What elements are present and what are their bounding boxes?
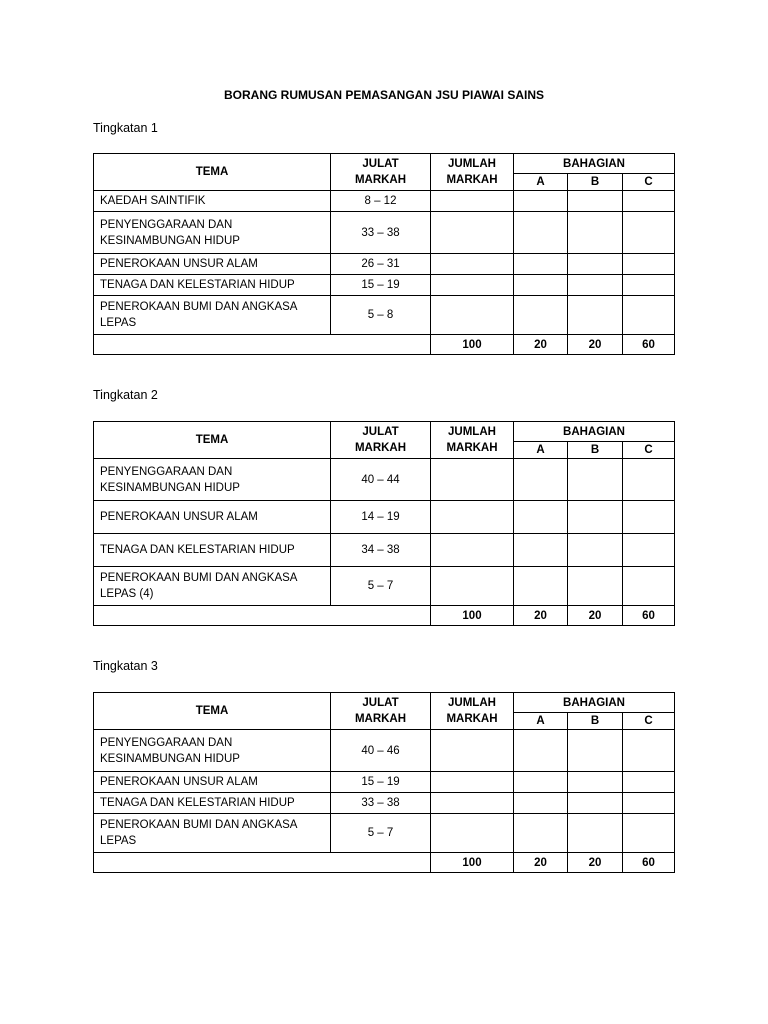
table-row [94,296,675,335]
cell-c[interactable] [623,191,675,212]
header-julat-markah: JULAT MARKAH [331,154,431,191]
cell-julat: 5 – 8 [331,296,431,335]
section-label-tingkatan-3: Tingkatan 3 [93,659,158,673]
cell-jumlah[interactable] [431,275,514,296]
total-b: 20 [568,606,623,626]
cell-tema: PENEROKAAN BUMI DAN ANGKASA LEPAS [94,296,331,335]
total-c: 60 [623,853,675,873]
header-bahagian: BAHAGIAN [514,154,675,174]
table-row [94,772,675,793]
cell-julat: 8 – 12 [331,191,431,212]
cell-a[interactable] [514,191,568,212]
cell-julat: 26 – 31 [331,254,431,275]
header-jumlah-markah: JUMLAH MARKAH [431,693,514,730]
header-julat-markah: JULAT MARKAH [331,693,431,730]
cell-c[interactable] [623,814,675,853]
cell-tema: TENAGA DAN KELESTARIAN HIDUP [94,793,331,814]
cell-c[interactable] [623,254,675,275]
cell-jumlah[interactable] [431,296,514,335]
table-row [94,275,675,296]
total-a: 20 [514,335,568,355]
cell-a[interactable] [514,567,568,606]
cell-jumlah[interactable] [431,254,514,275]
cell-tema: PENEROKAAN BUMI DAN ANGKASA LEPAS [94,814,331,853]
total-row [94,335,675,355]
total-label-cell [94,335,431,355]
cell-b[interactable] [568,793,623,814]
cell-b[interactable] [568,459,623,501]
total-c: 60 [623,606,675,626]
cell-b[interactable] [568,212,623,254]
cell-b[interactable] [568,296,623,335]
table-row [94,459,675,501]
cell-julat: 15 – 19 [331,275,431,296]
cell-jumlah[interactable] [431,730,514,772]
cell-b[interactable] [568,254,623,275]
total-b: 20 [568,853,623,873]
cell-b[interactable] [568,814,623,853]
header-tema: TEMA [94,422,331,459]
cell-julat: 5 – 7 [331,814,431,853]
header-b: B [568,713,623,730]
cell-julat: 40 – 46 [331,730,431,772]
section-label-tingkatan-2: Tingkatan 2 [93,388,158,402]
header-a: A [514,442,568,459]
cell-a[interactable] [514,793,568,814]
cell-julat: 14 – 19 [331,501,431,534]
header-jumlah-markah: JUMLAH MARKAH [431,422,514,459]
table-row [94,814,675,853]
total-jumlah: 100 [431,853,514,873]
header-bahagian: BAHAGIAN [514,693,675,713]
total-label-cell [94,606,431,626]
cell-tema: PENEROKAAN UNSUR ALAM [94,254,331,275]
cell-c[interactable] [623,772,675,793]
cell-b[interactable] [568,567,623,606]
cell-c[interactable] [623,501,675,534]
cell-jumlah[interactable] [431,191,514,212]
cell-a[interactable] [514,459,568,501]
cell-a[interactable] [514,212,568,254]
cell-b[interactable] [568,501,623,534]
table-row [94,501,675,534]
total-row [94,606,675,626]
table-row [94,534,675,567]
table-row [94,212,675,254]
total-jumlah: 100 [431,606,514,626]
cell-b[interactable] [568,191,623,212]
cell-a[interactable] [514,730,568,772]
header-a: A [514,174,568,191]
header-tema: TEMA [94,693,331,730]
cell-a[interactable] [514,501,568,534]
table-row [94,254,675,275]
total-c: 60 [623,335,675,355]
cell-a[interactable] [514,814,568,853]
total-row [94,853,675,873]
table-tingkatan-2 [93,421,675,626]
cell-julat: 33 – 38 [331,212,431,254]
cell-c[interactable] [623,567,675,606]
cell-julat: 34 – 38 [331,534,431,567]
cell-jumlah[interactable] [431,567,514,606]
header-jumlah-markah: JUMLAH MARKAH [431,154,514,191]
header-b: B [568,442,623,459]
section-label-tingkatan-1: Tingkatan 1 [93,121,158,135]
cell-jumlah[interactable] [431,212,514,254]
cell-a[interactable] [514,275,568,296]
header-b: B [568,174,623,191]
cell-julat: 33 – 38 [331,793,431,814]
cell-b[interactable] [568,730,623,772]
cell-jumlah[interactable] [431,534,514,567]
header-c: C [623,174,675,191]
table-row [94,730,675,772]
table-row [94,793,675,814]
cell-jumlah[interactable] [431,459,514,501]
cell-julat: 15 – 19 [331,772,431,793]
cell-jumlah[interactable] [431,793,514,814]
total-a: 20 [514,853,568,873]
cell-jumlah[interactable] [431,501,514,534]
cell-a[interactable] [514,296,568,335]
total-b: 20 [568,335,623,355]
total-label-cell [94,853,431,873]
cell-c[interactable] [623,730,675,772]
cell-jumlah[interactable] [431,814,514,853]
cell-jumlah[interactable] [431,772,514,793]
cell-c[interactable] [623,275,675,296]
cell-a[interactable] [514,534,568,567]
total-jumlah: 100 [431,335,514,355]
cell-tema: PENEROKAAN UNSUR ALAM [94,501,331,534]
header-bahagian: BAHAGIAN [514,422,675,442]
total-a: 20 [514,606,568,626]
header-julat-markah: JULAT MARKAH [331,422,431,459]
cell-b[interactable] [568,275,623,296]
cell-a[interactable] [514,772,568,793]
header-tema: TEMA [94,154,331,191]
cell-tema: TENAGA DAN KELESTARIAN HIDUP [94,534,331,567]
cell-c[interactable] [623,534,675,567]
cell-b[interactable] [568,772,623,793]
cell-a[interactable] [514,254,568,275]
cell-julat: 40 – 44 [331,459,431,501]
cell-tema: PENEROKAAN BUMI DAN ANGKASA LEPAS (4) [94,567,331,606]
header-c: C [623,442,675,459]
table-row [94,191,675,212]
table-row [94,567,675,606]
table-tingkatan-3 [93,692,675,873]
table-tingkatan-1 [93,153,675,355]
cell-tema: PENEROKAAN UNSUR ALAM [94,772,331,793]
cell-julat: 5 – 7 [331,567,431,606]
cell-tema: PENYENGGARAAN DAN KESINAMBUNGAN HIDUP [94,459,331,501]
cell-c[interactable] [623,793,675,814]
cell-tema: KAEDAH SAINTIFIK [94,191,331,212]
header-a: A [514,713,568,730]
cell-b[interactable] [568,534,623,567]
page-title: BORANG RUMUSAN PEMASANGAN JSU PIAWAI SAINS [223,88,545,102]
cell-tema: PENYENGGARAAN DAN KESINAMBUNGAN HIDUP [94,212,331,254]
cell-tema: TENAGA DAN KELESTARIAN HIDUP [94,275,331,296]
cell-c[interactable] [623,212,675,254]
cell-c[interactable] [623,296,675,335]
cell-c[interactable] [623,459,675,501]
header-c: C [623,713,675,730]
cell-tema: PENYENGGARAAN DAN KESINAMBUNGAN HIDUP [94,730,331,772]
